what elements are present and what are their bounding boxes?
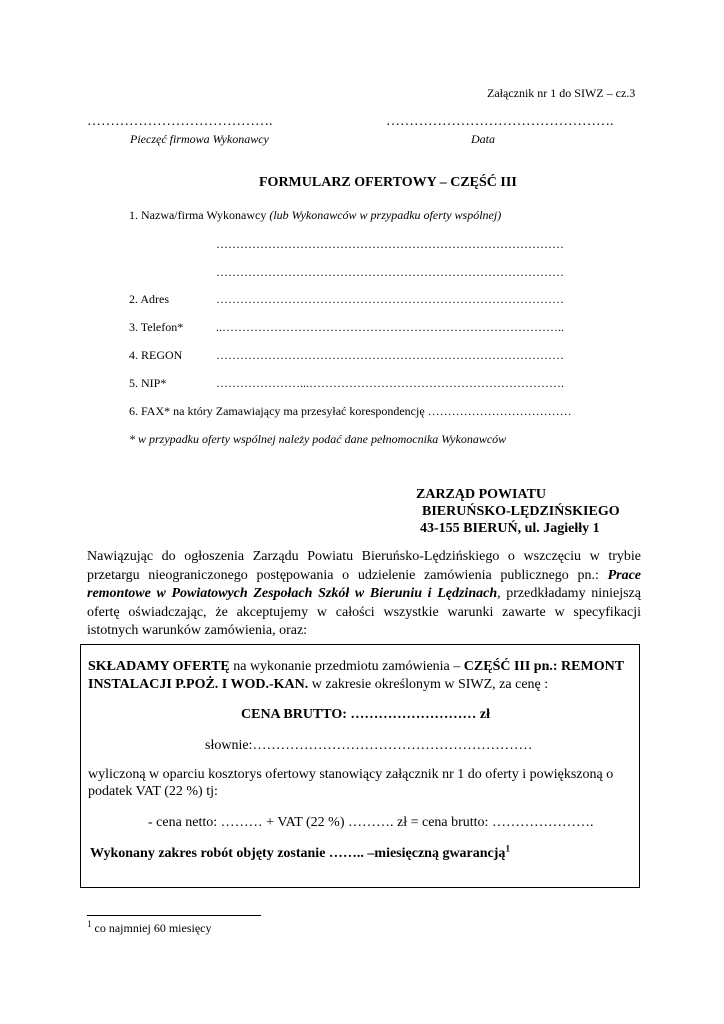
calc-line-2: podatek VAT (22 %) tj: xyxy=(88,784,218,799)
fax-line: ……………………………… xyxy=(427,404,572,418)
stamp-label: Pieczęć firmowa Wykonawcy xyxy=(130,132,269,146)
warranty-text: Wykonany zakres robót objęty zostanie …….. –miesięczną gwarancją xyxy=(90,846,506,861)
address-line: …………………………………………………………………………… xyxy=(216,292,564,306)
project-name: Prace remontowe w Powiatowych Zespołach Szkół w Bieruniu i Lędzinach xyxy=(87,567,641,601)
offer-bold-3: INSTALACJI P.POŻ. I WOD.-KAN. xyxy=(88,677,309,692)
intro-paragraph xyxy=(87,548,641,641)
footnote-text: co najmniej 60 miesięcy xyxy=(91,921,212,935)
joint-offer-note: * w przypadku oferty wspólnej należy podać dane pełnomocnika Wykonawców xyxy=(129,432,507,446)
attachment-note: Załącznik nr 1 do SIWZ – cz.3 xyxy=(487,86,636,100)
footnote xyxy=(87,921,211,936)
phone-label: 3. Telefon* xyxy=(129,320,184,334)
price-in-words-line: słownie:…………………………………………………… xyxy=(205,738,533,753)
calc-line-1: wyliczoną w oparciu kosztorys ofertowy stanowiący załącznik nr 1 do oferty i powiększoną o xyxy=(88,767,614,782)
nip-line: …………………...………………………………………………………. xyxy=(216,376,564,390)
offer-bold-1: SKŁADAMY OFERTĘ xyxy=(88,659,230,674)
page-title: FORMULARZ OFERTOWY – CZĘŚĆ III xyxy=(259,175,517,190)
date-dots: …………………………………………. xyxy=(386,114,614,129)
recipient-line-1: ZARZĄD POWIATU xyxy=(416,487,547,502)
offer-text-1: na wykonanie przedmiotu zamówienia – xyxy=(229,659,464,674)
gross-price-line: CENA BRUTTO: ……………………… zł xyxy=(241,707,491,722)
phone-line: ..………………………………………………………………………….. xyxy=(216,320,564,334)
offer-line-1 xyxy=(88,659,624,675)
fax-field xyxy=(129,404,572,419)
name-label-note: (lub Wykonawców w przypadku oferty wspólnej) xyxy=(269,208,502,222)
offer-bold-2: CZĘŚĆ III pn.: REMONT xyxy=(463,659,625,674)
footnote-divider xyxy=(87,915,261,916)
address-label: 2. Adres xyxy=(129,292,169,306)
warranty-footnote-marker: 1 xyxy=(505,843,510,854)
fax-label: 6. FAX* na który Zamawiający ma przesyłać korespondencję xyxy=(129,404,425,418)
net-price-line: - cena netto: ……… + VAT (22 %) ………. zł = cena brutto: …………………. xyxy=(148,815,594,830)
footnote-marker: 1 xyxy=(87,919,92,929)
date-label: Data xyxy=(471,132,495,146)
name-field-label xyxy=(129,208,501,223)
offer-text-2: w zakresie określonym w SIWZ, za cenę : xyxy=(308,677,549,692)
offer-box xyxy=(80,644,640,888)
recipient-line-2: BIERUŃSKO-LĘDZIŃSKIEGO xyxy=(422,504,620,519)
regon-line: …………………………………………………………………………… xyxy=(216,348,564,362)
stamp-dots: …………………………………. xyxy=(87,114,273,129)
name-line-2: …………………………………………………………………………… xyxy=(216,265,564,279)
offer-line-2 xyxy=(88,677,548,693)
nip-label: 5. NIP* xyxy=(129,376,167,390)
warranty-line xyxy=(90,843,510,862)
name-label-text: 1. Nazwa/firma Wykonawcy xyxy=(129,208,267,222)
intro-text-after: , przedkładamy niniejszą ofertę oświadczając, że akceptujemy w całości wszystkie warunki zawarte w specyfikacji istotnych warunków zamówienia, oraz: xyxy=(87,586,641,638)
name-line-1: …………………………………………………………………………… xyxy=(216,237,564,251)
recipient-line-3: 43-155 BIERUŃ, ul. Jagiełły 1 xyxy=(420,521,600,536)
intro-text-before: Nawiązując do ogłoszenia Zarządu Powiatu Bieruńsko-Lędzińskiego o wszczęciu w trybie przetargu nieograniczonego postępowania o udzielenie zamówienia publicznego pn.: xyxy=(87,549,641,583)
regon-label: 4. REGON xyxy=(129,348,183,362)
